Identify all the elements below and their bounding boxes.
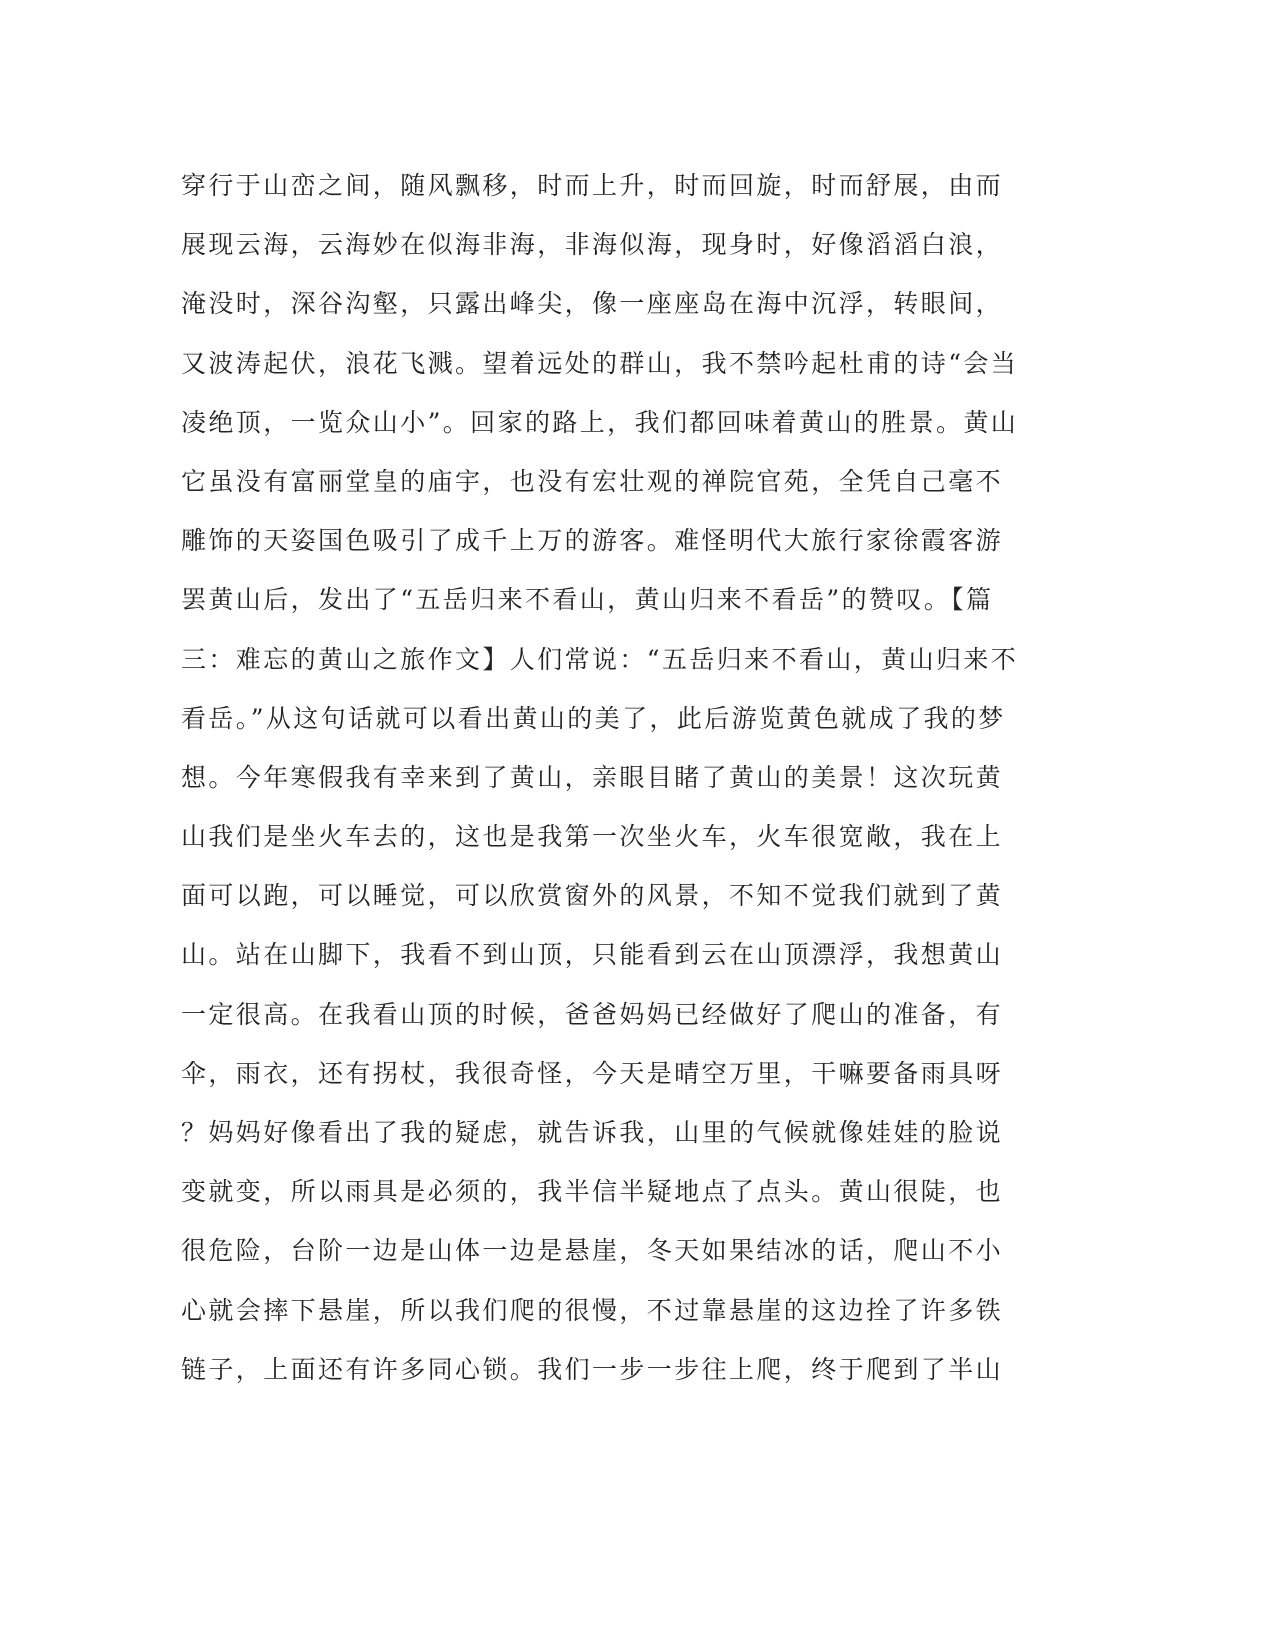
text-line: 心就会摔下悬崖，所以我们爬的很慢，不过靠悬崖的这边拴了许多铁 — [181, 1295, 1004, 1325]
text-line: 很危险，台阶一边是山体一边是悬崖，冬天如果结冰的话，爬山不小 — [181, 1236, 1004, 1266]
text-line: 一定很高。在我看山顶的时候，爸爸妈妈已经做好了爬山的准备，有 — [181, 999, 1004, 1029]
text-line: 它虽没有富丽堂皇的庙宇，也没有宏壮观的禅院官苑，全凭自己毫不 — [181, 466, 1004, 496]
text-line: 看岳。”从这句话就可以看出黄山的美了，此后游览黄色就成了我的梦 — [181, 703, 1006, 733]
text-line: ？妈妈好像看出了我的疑虑，就告诉我，山里的气候就像娃娃的脸说 — [181, 1118, 1004, 1147]
text-line: 面可以跑，可以睡觉，可以欣赏窗外的风景，不知不觉我们就到了黄 — [181, 881, 1004, 911]
text-line: 山我们是坐火车去的，这也是我第一次坐火车，火车很宽敞，我在上 — [181, 822, 1004, 852]
text-line: 又波涛起伏，浪花飞溅。望着远处的群山，我不禁吟起杜甫的诗“会当 — [181, 348, 1019, 378]
text-line: 展现云海，云海妙在似海非海，非海似海，现身时，好像滔滔白浪， — [181, 230, 1004, 260]
text-line: 三：难忘的黄山之旅作文】人们常说：“五岳归来不看山，黄山归来不 — [181, 644, 1019, 674]
text-line: 变就变，所以雨具是必须的，我半信半疑地点了点头。黄山很陡，也 — [181, 1177, 1004, 1207]
body-text — [181, 156, 1041, 1399]
text-line: 山。站在山脚下，我看不到山顶，只能看到云在山顶漂浮，我想黄山 — [181, 940, 1004, 970]
text-line: 淹没时，深谷沟壑，只露出峰尖，像一座座岛在海中沉浮，转眼间， — [181, 289, 1004, 319]
text-line: 想。今年寒假我有幸来到了黄山，亲眼目睹了黄山的美景！这次玩黄 — [181, 762, 1004, 792]
text-line: 伞，雨衣，还有拐杖，我很奇怪，今天是晴空万里，干嘛要备雨具呀 — [181, 1058, 1004, 1088]
text-line: 凌绝顶，一览众山小”。回家的路上，我们都回味着黄山的胜景。黄山 — [181, 407, 1019, 437]
text-line: 穿行于山峦之间，随风飘移，时而上升，时而回旋，时而舒展，由而 — [181, 171, 1004, 200]
text-line: 罢黄山后，发出了“五岳归来不看山，黄山归来不看岳”的赞叹。【篇 — [181, 585, 994, 615]
text-line: 雕饰的天姿国色吸引了成千上万的游客。难怪明代大旅行家徐霞客游 — [181, 526, 1004, 556]
text-line: 链子，上面还有许多同心锁。我们一步一步往上爬，终于爬到了半山 — [181, 1354, 1004, 1384]
